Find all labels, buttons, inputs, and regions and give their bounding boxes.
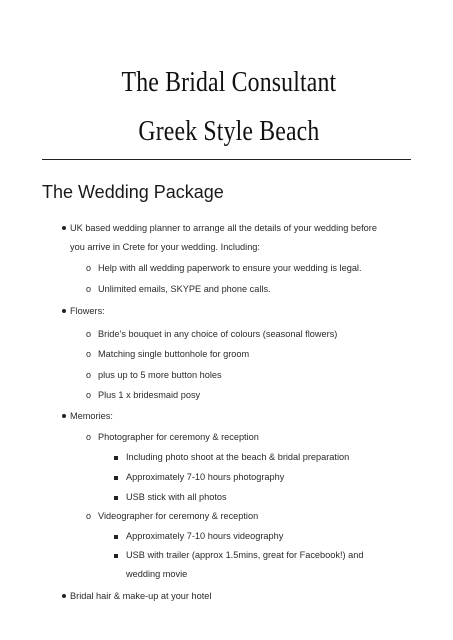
sub-bullet-icon: o (86, 349, 92, 359)
sub-bullet-icon: o (86, 329, 92, 339)
sub-item-communication: Unlimited emails, SKYPE and phone calls. (98, 284, 271, 294)
list-item-memories: Memories: (70, 411, 113, 421)
bullet-dot-icon (62, 414, 66, 418)
sub-item-bouquet: Bride’s bouquet in any choice of colours (seasonal flowers) (98, 329, 338, 339)
detail-photography-hours: Approximately 7-10 hours photography (126, 472, 285, 482)
sub-item-button-holes: plus up to 5 more button holes (98, 370, 222, 380)
title-divider (42, 159, 411, 160)
sub-item-posy: Plus 1 x bridesmaid posy (98, 390, 201, 400)
detail-usb-trailer-continued: wedding movie (126, 569, 188, 579)
list-item-planner: UK based wedding planner to arrange all the details of your wedding before (70, 223, 377, 233)
document-title-line-2: Greek Style Beach (138, 115, 320, 147)
sub-bullet-icon: o (86, 370, 92, 380)
square-bullet-icon (114, 535, 118, 539)
section-heading: The Wedding Package (42, 182, 224, 202)
sub-item-videographer: Videographer for ceremony & reception (98, 511, 259, 521)
square-bullet-icon (114, 476, 118, 480)
sub-bullet-icon: o (86, 284, 92, 294)
list-item-flowers: Flowers: (70, 306, 105, 316)
sub-bullet-icon: o (86, 263, 92, 273)
square-bullet-icon (114, 456, 118, 460)
square-bullet-icon (114, 496, 118, 500)
detail-usb-photos: USB stick with all photos (126, 492, 227, 502)
document-title-line-1: The Bridal Consultant (121, 66, 337, 98)
list-item-planner-continued: you arrive in Crete for your wedding. Including: (70, 242, 260, 252)
list-item-hair-makeup: Bridal hair & make-up at your hotel (70, 591, 212, 601)
bullet-dot-icon (62, 594, 66, 598)
bullet-dot-icon (62, 309, 66, 313)
sub-item-paperwork: Help with all wedding paperwork to ensure your wedding is legal. (98, 263, 362, 273)
detail-photo-shoot: Including photo shoot at the beach & bridal preparation (126, 452, 350, 462)
bullet-dot-icon (62, 226, 66, 230)
detail-usb-trailer: USB with trailer (approx 1.5mins, great for Facebook!) and (126, 550, 364, 560)
square-bullet-icon (114, 554, 118, 558)
sub-bullet-icon: o (86, 390, 92, 400)
sub-item-buttonhole: Matching single buttonhole for groom (98, 349, 250, 359)
sub-bullet-icon: o (86, 432, 92, 442)
sub-bullet-icon: o (86, 511, 92, 521)
sub-item-photographer: Photographer for ceremony & reception (98, 432, 259, 442)
detail-videography-hours: Approximately 7-10 hours videography (126, 531, 284, 541)
